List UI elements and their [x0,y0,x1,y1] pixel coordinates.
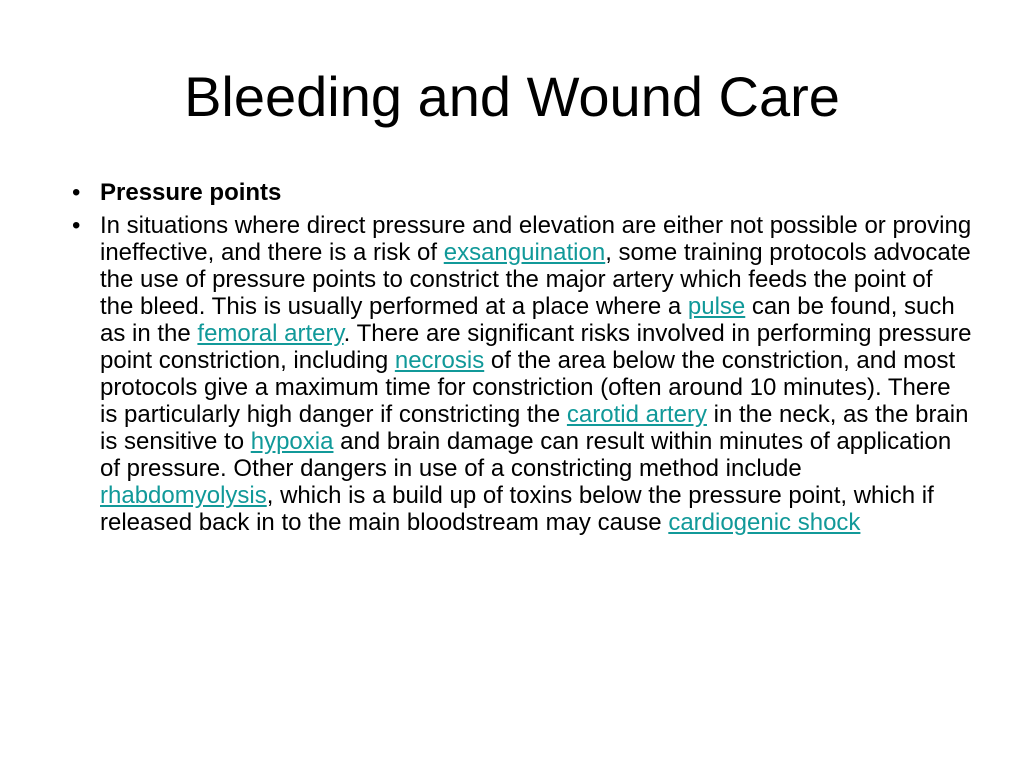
bullet-item-paragraph [72,212,972,536]
paragraph-text: in the neck, as the brain is sensitive to [100,401,969,455]
bullet-heading: Pressure points [100,179,282,206]
paragraph-text: can be found, such as in the [100,293,955,347]
link-rhabdomyolysis[interactable]: rhabdomyolysis [100,482,267,509]
paragraph-text: of the area below the constriction, and most protocols give a maximum time for constriction (often around 10 minutes). There is particularly high danger if constricting the [100,347,956,428]
link-pulse[interactable]: pulse [687,293,746,320]
bullet-marker: • [72,212,81,239]
paragraph-text: and brain damage can result within minutes of application of pressure. Other dangers in use of a constricting method include [100,428,952,482]
link-cardiogenic-shock[interactable]: cardiogenic shock [668,509,861,536]
link-femoral-artery[interactable]: femoral artery [197,320,344,347]
paragraph-text: , some training protocols advocate the use of pressure points to constrict the major artery which feeds the point of the bleed. This is usually performed at a place where a [100,239,971,320]
paragraph-text: . There are significant risks involved in performing pressure point constriction, including [100,320,972,374]
link-necrosis[interactable]: necrosis [394,347,485,374]
link-exsanguination[interactable]: exsanguination [443,239,606,266]
bullet-item-heading [72,179,972,206]
bullet-list [72,179,972,542]
link-hypoxia[interactable]: hypoxia [250,428,334,455]
slide-title: Bleeding and Wound Care [184,65,840,128]
paragraph-text: In situations where direct pressure and elevation are either not possible or proving ineffective, and there is a risk of [100,212,972,266]
paragraph-text: , which is a build up of toxins below the pressure point, which if released back in to the main bloodstream may cause [100,482,934,536]
bullet-marker: • [72,179,81,206]
link-carotid-artery[interactable]: carotid artery [566,401,707,428]
